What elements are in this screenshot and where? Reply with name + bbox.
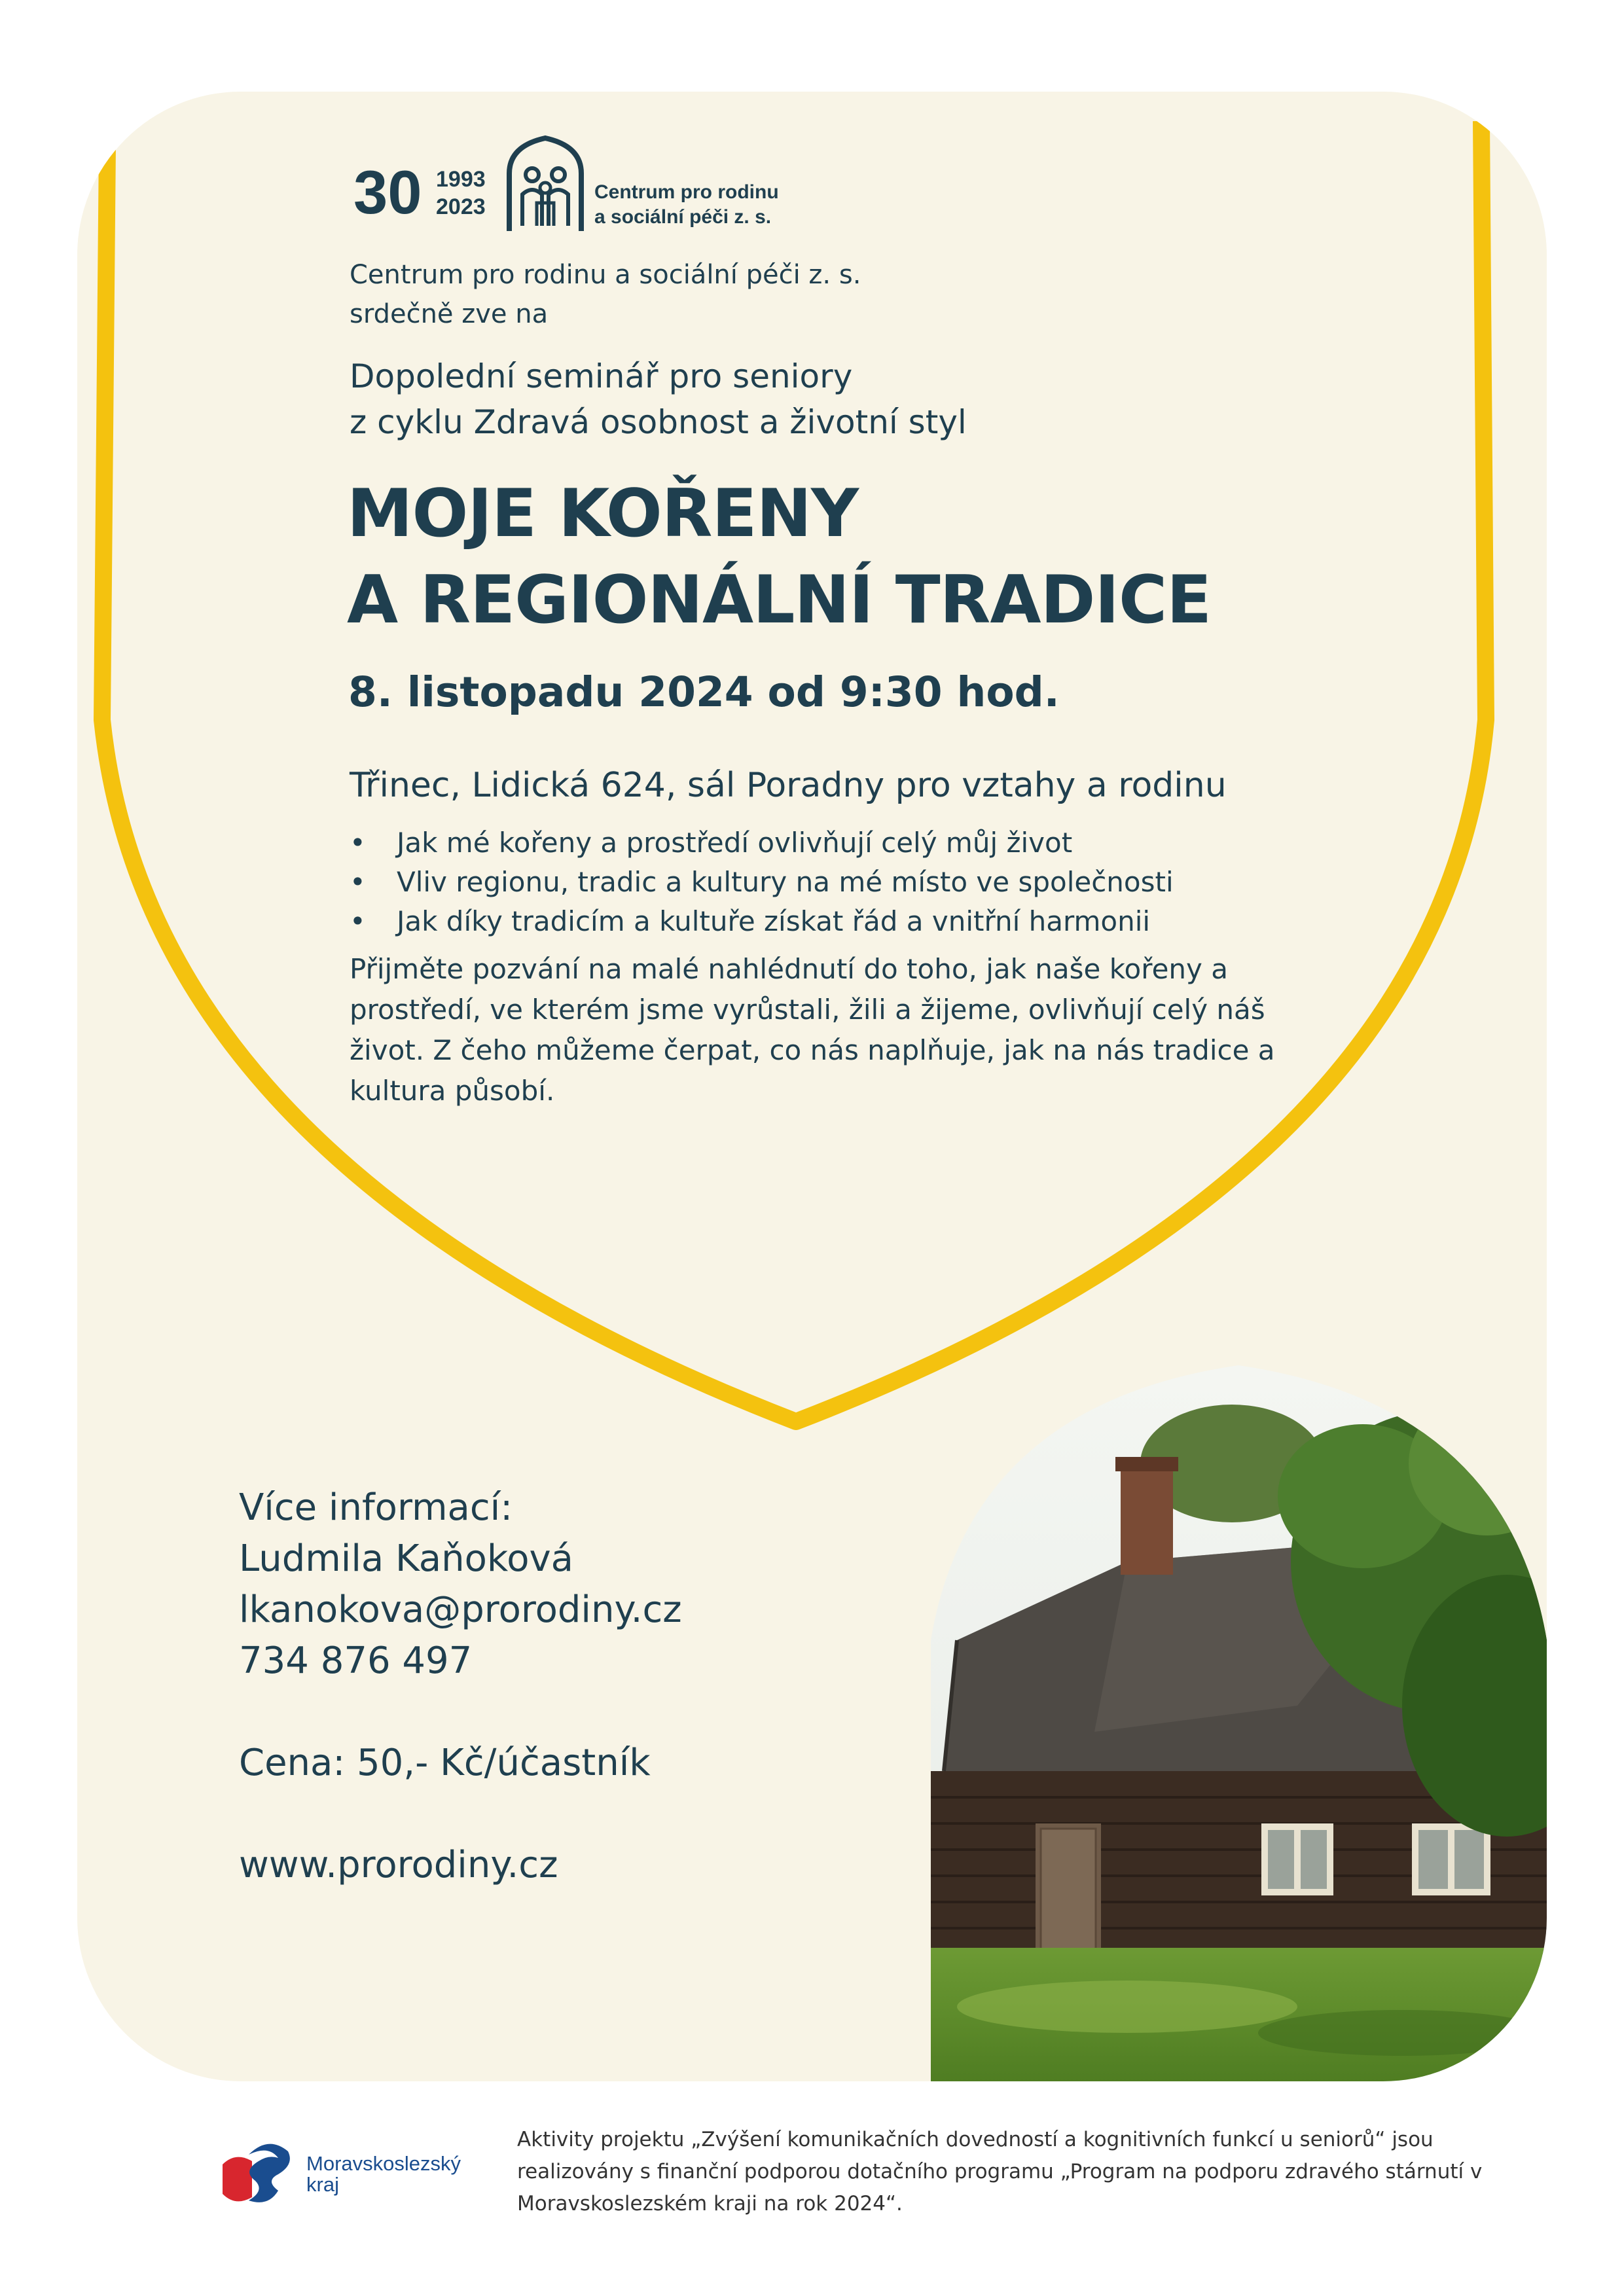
event-title (347, 470, 1211, 643)
anniversary-number: 30 (353, 158, 422, 226)
contact-block (239, 1482, 682, 1891)
seminar-subtitle (350, 353, 967, 445)
family-arch-icon (503, 134, 588, 232)
anniversary-years (436, 166, 486, 221)
contact-email[interactable]: lkanokova@prorodiny.cz (239, 1588, 682, 1631)
sponsor-logo (216, 2135, 461, 2216)
website-link[interactable]: www.prorodiny.cz (239, 1844, 558, 1886)
organization-name-line2: a sociální péči z. s. (594, 206, 772, 228)
seminar-line1: Dopolední seminář pro seniory (350, 357, 853, 395)
sponsor-name-line1: Moravskoslezský (306, 2152, 461, 2175)
spacer (239, 1687, 682, 1738)
event-place: Třinec, Lidická 624, sál Poradny pro vztahy a rodinu (350, 766, 1227, 805)
event-description: Přijměte pozvání na malé nahlédnutí do toho, jak naše kořeny a prostředí, ve kterém jsme vyrůstali, žili a žijeme, ovlivňují celý náš život. Z čeho můžeme čerpat, co nás naplňuje, jak na nás tradice a kultura působí. (350, 953, 1275, 1107)
footer-funding-note: Aktivity projektu „Zvýšení komunikačních dovedností a kognitivních funkcí u seniorů“ jsou realizovány s finanční podporou dotačního programu „Program na podporu zdravého stárnutí v Moravskoslezském kraji na rok 2024“. (517, 2128, 1483, 2215)
organization-name-line1: Centrum pro rodinu (594, 181, 779, 203)
old-wooden-cottage-photo (931, 1365, 1547, 2081)
list-item: • Jak mé kořeny a prostředí ovlivňují celý můj život (350, 823, 1174, 863)
topic-list (350, 823, 1174, 941)
invitation-intro (350, 255, 861, 334)
intro-line2: srdečně zve na (350, 299, 549, 329)
sponsor-name-line2: kraj (306, 2173, 339, 2196)
spacer (239, 1789, 682, 1840)
sponsor-name (306, 2153, 461, 2195)
list-item: • Jak díky tradicím a kultuře získat řád a vnitřní harmonii (350, 902, 1174, 941)
contact-phone: 734 876 497 (239, 1640, 473, 1682)
price-info: Cena: 50,- Kč/účastník (239, 1742, 651, 1784)
year-start: 1993 (436, 167, 486, 192)
event-date: 8. listopadu 2024 od 9:30 hod. (348, 668, 1060, 716)
year-end: 2023 (436, 194, 486, 219)
seminar-line2: z cyklu Zdravá osobnost a životní styl (350, 403, 967, 441)
intro-line1: Centrum pro rodinu a sociální péči z. s. (350, 260, 861, 290)
moravskoslezsky-kraj-logo-icon (216, 2135, 301, 2214)
list-item: • Vliv regionu, tradic a kultury na mé místo ve společnosti (350, 863, 1174, 902)
title-line1: MOJE KOŘENY (347, 475, 859, 552)
organization-name (594, 180, 779, 230)
title-line2: A REGIONÁLNÍ TRADICE (347, 561, 1212, 638)
contact-heading: Více informací: (239, 1486, 513, 1529)
contact-name: Ludmila Kaňoková (239, 1537, 573, 1580)
